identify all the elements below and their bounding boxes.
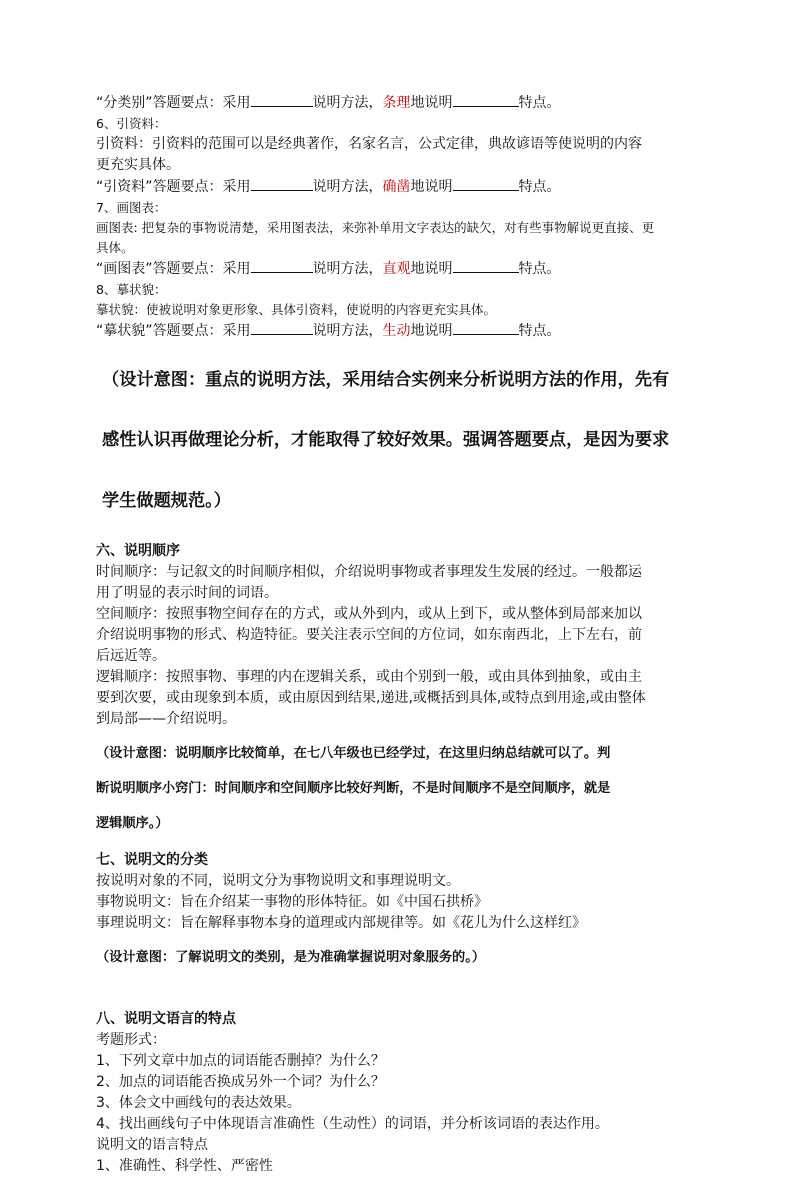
tip-chart — [96, 258, 726, 280]
tip-keyword: 直观 — [382, 261, 411, 277]
tip-end: 特点。 — [518, 323, 561, 339]
answer-blank — [453, 258, 519, 273]
item-body: 摹状貌：使被说明对象更形象、具体引资料，使说明的内容更充实具体。 — [96, 302, 497, 317]
tip-prefix: “分类别”答题要点：采用 — [96, 95, 251, 111]
item-body: 具体。 — [96, 240, 134, 255]
design-intent-line: 逻辑顺序。） — [96, 816, 169, 832]
section-line: 按说明对象的不同，说明文分为事物说明文和事理说明文。 — [96, 872, 460, 889]
design-intent-methods — [96, 359, 726, 522]
answer-blank — [453, 92, 519, 107]
tip-mid: 说明方法， — [312, 95, 383, 111]
section-title: 六、说明顺序 — [96, 542, 180, 559]
section-line: 1、下列文章中加点的词语能否删掉？为什么？ — [96, 1052, 385, 1069]
item-body: 画图表: 把复杂的事物说清楚，采用图表法，来弥补单用文字表达的缺欠，对有些事物解说更直接、更 — [96, 220, 655, 235]
section-line: 4、找出画线句子中体现语言准确性（生动性）的词语，并分析该词语的表达作用。 — [96, 1115, 609, 1132]
section-line: 介绍说明事物的形式、构造特征。要关注表示空间的方位词，如东南西北，上下左右，前 — [96, 626, 642, 643]
answer-blank — [251, 92, 313, 107]
answer-blank — [251, 320, 313, 335]
design-intent-line: （设计意图：说明顺序比较简单，在七八年级也已经学过，在这里归纳总结就可以了。判 — [96, 745, 611, 761]
section-line: 逻辑顺序：按照事物、事理的内在逻辑关系，或由个别到一般，或由具体到抽象，或由主 — [96, 668, 642, 685]
tip-mid: 说明方法， — [312, 323, 383, 339]
design-intent-line: 断说明顺序小窍门：时间顺序和空间顺序比较好判断，不是时间顺序不是空间顺序，就是 — [96, 781, 611, 797]
section-line: 事物说明文：旨在介绍某一事物的形体特征。如《中国石拱桥》 — [96, 893, 488, 910]
tip-keyword: 确凿 — [382, 179, 411, 195]
design-intent-line: （设计意图：重点的说明方法，采用结合实例来分析说明方法的作用，先有 — [102, 370, 670, 391]
tip-mid: 说明方法， — [312, 179, 383, 195]
tip-classify — [96, 92, 726, 114]
section-line: 说明文的语言特点 — [96, 1136, 208, 1153]
section-line: 事理说明文：旨在解释事物本身的道理或内部规律等。如《花儿为什么这样红》 — [96, 914, 586, 931]
answer-blank — [251, 176, 313, 191]
item-title: 7、画图表： — [96, 200, 167, 215]
document-page — [96, 92, 726, 1177]
tip-prefix: “画图表”答题要点：采用 — [96, 261, 251, 277]
answer-blank — [251, 258, 313, 273]
section-line: 后远近等。 — [96, 647, 166, 664]
tip-post: 地说明 — [410, 323, 453, 339]
section-subtitle: 考题形式： — [96, 1031, 166, 1048]
tip-post: 地说明 — [410, 261, 453, 277]
tip-prefix: “引资料”答题要点：采用 — [96, 179, 251, 195]
tip-end: 特点。 — [518, 179, 561, 195]
tip-post: 地说明 — [410, 179, 453, 195]
design-intent-line: （设计意图：了解说明文的类别，是为准确掌握说明对象服务的。） — [96, 949, 486, 965]
item-body: 更充实具体。 — [96, 157, 180, 173]
section-line: 要到次要，或由现象到本质，或由原因到结果,递进,或概括到具体,或特点到用途,或由整体 — [96, 689, 646, 706]
design-intent-line: 感性认识再做理论分析，才能取得了较好效果。强调答题要点，是因为要求 — [102, 430, 670, 451]
tip-describe — [96, 320, 726, 342]
section-line: 2、加点的词语能否换成另外一个词？为什么？ — [96, 1073, 385, 1090]
answer-blank — [453, 320, 519, 335]
tip-mid: 说明方法， — [312, 261, 383, 277]
section-line: 时间顺序：与记叙文的时间顺序相似，介绍说明事物或者事理发生发展的经过。一般都运 — [96, 563, 642, 580]
item-title: 8、摹状貌： — [96, 282, 167, 297]
section-line: 空间顺序：按照事物空间存在的方式，或从外到内，或从上到下，或从整体到局部来加以 — [96, 605, 642, 622]
tip-quote — [96, 176, 726, 198]
item-title: 6、引资料： — [96, 116, 167, 131]
section-title: 八、说明文语言的特点 — [96, 1010, 236, 1027]
tip-end: 特点。 — [518, 261, 561, 277]
tip-keyword: 生动 — [382, 323, 411, 339]
item-body: 引资料：引资料的范围可以是经典著作，名家名言，公式定律，典故谚语等使说明的内容 — [96, 136, 642, 152]
tip-end: 特点。 — [518, 95, 561, 111]
section-line: 用了明显的表示时间的词语。 — [96, 584, 278, 601]
design-intent-line: 学生做题规范。） — [102, 490, 231, 511]
section-line: 1、准确性、科学性、严密性 — [96, 1157, 273, 1174]
tip-keyword: 条理 — [382, 95, 411, 111]
tip-prefix: “摹状貌”答题要点：采用 — [96, 323, 251, 339]
section-line: 3、体会文中画线句的表达效果。 — [96, 1094, 301, 1111]
answer-blank — [453, 176, 519, 191]
section-line: 到局部——介绍说明。 — [96, 710, 236, 727]
spacer — [96, 982, 726, 1008]
section-title: 七、说明文的分类 — [96, 851, 208, 868]
tip-post: 地说明 — [410, 95, 453, 111]
